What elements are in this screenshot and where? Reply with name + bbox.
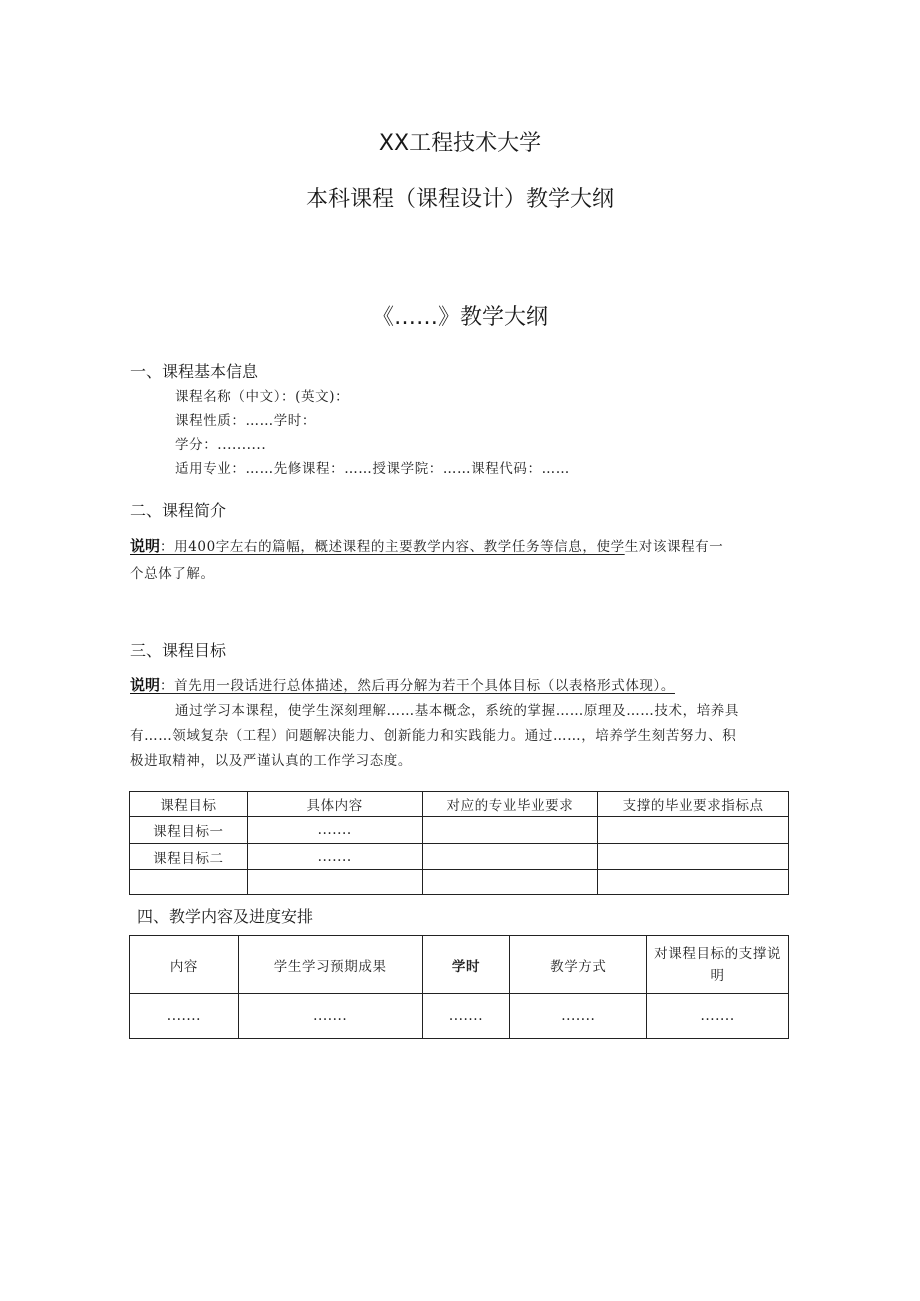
table-row [130, 817, 789, 844]
objectives-paragraph-line3: 极进取精神，以及严谨认真的工作学习态度。 [130, 753, 412, 769]
table-cell: ....... [238, 994, 422, 1039]
header-cell: 对应的专业毕业要求 [422, 792, 598, 817]
course-nature-line: 课程性质：……学时： [175, 413, 316, 429]
course-syllabus-title: 《……》教学大纲 [371, 305, 548, 330]
note-text-tail: 生对该课程有一 [624, 539, 724, 555]
table-cell: ....... [130, 994, 239, 1039]
section-3-heading: 三、课程目标 [130, 641, 227, 660]
header-cell: 对课程目标的支撑说明 [647, 936, 789, 994]
table-cell: ....... [647, 994, 789, 1039]
credits-line: 学分：.......... [175, 437, 267, 453]
course-name-line: 课程名称（中文）：(英文)： [175, 389, 350, 405]
header-cell: 具体内容 [247, 792, 422, 817]
section-1-heading: 一、课程基本信息 [130, 362, 259, 381]
header-cell: 学生学习预期成果 [238, 936, 422, 994]
table-cell [422, 817, 598, 844]
course-objectives-table [129, 791, 789, 895]
note-text: ：用400字左右的篇幅，概述课程的主要教学内容、教学任务等信息，使学 [160, 539, 625, 555]
table-cell [422, 870, 598, 895]
section-2-heading: 二、课程简介 [130, 501, 227, 520]
table-cell [422, 844, 598, 870]
note-text: ：首先用一段话进行总体描述，然后再分解为若干个具体目标（以表格形式体现）。 [160, 678, 675, 694]
teaching-schedule-table [129, 935, 789, 1039]
section-4-heading: 四、教学内容及进度安排 [137, 907, 314, 926]
header-cell: 教学方式 [510, 936, 647, 994]
objectives-paragraph-line2: 有……领域复杂（工程）问题解决能力、创新能力和实践能力。通过……，培养学生刻苦努力、积 [130, 728, 737, 744]
table-cell [598, 844, 789, 870]
header-cell: 支撑的毕业要求指标点 [598, 792, 789, 817]
document-type-title: 本科课程（课程设计）教学大纲 [305, 187, 614, 212]
table-header-row [130, 792, 789, 817]
section-3-note [130, 674, 675, 695]
university-title: XX工程技术大学 [378, 131, 542, 156]
note-label: 说明 [130, 676, 161, 694]
table-cell [247, 870, 422, 895]
major-prereq-line: 适用专业：……先修课程：……授课学院：……课程代码：…… [175, 461, 570, 477]
note-text-line2: 个总体了解。 [130, 566, 215, 582]
section-2-note [130, 535, 723, 556]
table-cell: ....... [247, 817, 422, 844]
table-cell: 课程目标二 [130, 844, 248, 870]
header-cell: 学时 [422, 936, 510, 994]
table-cell [598, 870, 789, 895]
table-cell: 课程目标一 [130, 817, 248, 844]
header-cell: 内容 [130, 936, 239, 994]
table-cell: ....... [422, 994, 510, 1039]
note-label: 说明 [130, 537, 161, 555]
table-row [130, 844, 789, 870]
objectives-paragraph-line1: 通过学习本课程，使学生深刻理解……基本概念，系统的掌握……原理及……技术，培养具 [175, 703, 739, 719]
table-cell: ....... [510, 994, 647, 1039]
header-cell: 课程目标 [130, 792, 248, 817]
table-header-row [130, 936, 789, 994]
table-row [130, 994, 789, 1039]
table-cell [130, 870, 248, 895]
table-row [130, 870, 789, 895]
table-cell [598, 817, 789, 844]
table-cell: ....... [247, 844, 422, 870]
